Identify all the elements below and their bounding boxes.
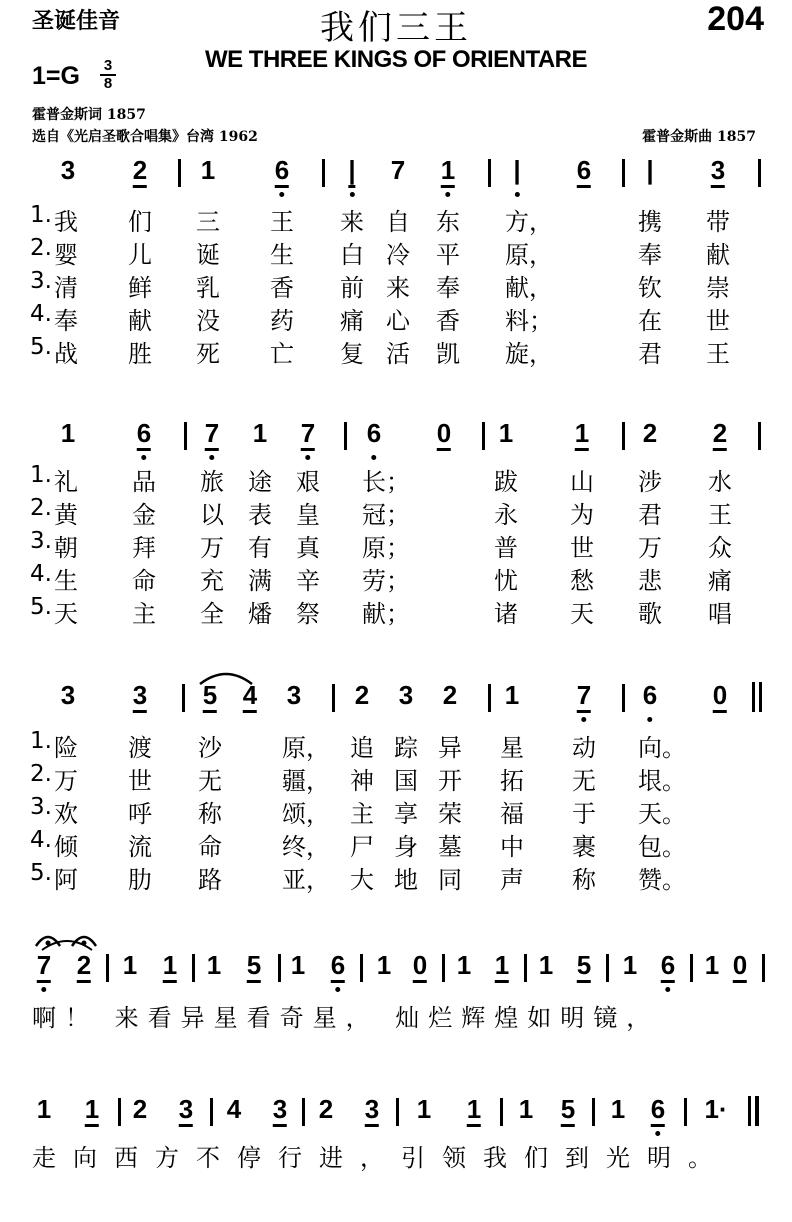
lyric-char: 香 (436, 307, 460, 335)
lyric-line (0, 301, 792, 335)
bar-line (606, 954, 609, 982)
lyric-line (0, 761, 792, 795)
lyric-char: 追 (350, 734, 374, 762)
verse-number: 3. (30, 794, 52, 820)
refrain-lyric-2: 走向西方不停行进，引领我们到光明。 (32, 1144, 729, 1172)
note: 1 (376, 950, 392, 980)
bar-line (360, 954, 363, 982)
note: 2 (318, 1094, 334, 1124)
verse-number: 4. (30, 561, 52, 587)
lyric-char: 中 (500, 833, 524, 861)
note: 1 (622, 950, 638, 980)
bar-line (622, 684, 625, 712)
lyric-line (0, 794, 792, 828)
lyric-char: 福 (500, 800, 524, 828)
lyric-char: 东 (436, 208, 460, 236)
lyric-char: 包。 (638, 833, 686, 861)
lyric-char: 全 (200, 600, 224, 628)
lyric-char: 神 (350, 767, 374, 795)
lyric-char: 带 (706, 208, 730, 236)
lyric-char: 来 (386, 274, 410, 302)
note: 1 (85, 1094, 99, 1127)
lyric-char: 凯 (436, 340, 460, 368)
lyric-char: 渡 (128, 734, 152, 762)
lyric-char: 原， (282, 734, 330, 762)
lyric-char: 众 (708, 534, 732, 562)
lyric-char: 国 (394, 767, 418, 795)
note: 2 (442, 680, 458, 710)
bar-line (488, 159, 491, 187)
note: 1 (704, 950, 720, 980)
lyric-char: 在 (638, 307, 662, 335)
lyricist-credit: 霍普金斯词 1857 (32, 107, 146, 123)
note: 1 (252, 418, 268, 448)
lyric-char: 万 (638, 534, 662, 562)
note: 5 (247, 950, 261, 983)
lyric-char: 无 (198, 767, 222, 795)
verse-number: 2. (30, 761, 52, 787)
note: 2 (713, 418, 727, 451)
composer-credit: 霍普金斯曲 1857 (642, 129, 756, 145)
lyric-char: 我 (54, 208, 78, 236)
verse-number: 1. (30, 462, 52, 488)
lyric-char: 尸 (350, 833, 374, 861)
notation-row (0, 950, 792, 984)
note: 6 (331, 950, 345, 983)
lyric-char: 星 (500, 734, 524, 762)
lyric-char: 踪 (394, 734, 418, 762)
lyric-char: 天。 (638, 800, 686, 828)
bar-line (622, 159, 625, 187)
lyric-char: 王 (706, 340, 730, 368)
note: 0 (437, 418, 451, 451)
note: 1 (416, 1094, 432, 1124)
lyric-char: 愁 (570, 567, 594, 595)
lyric-char: 奉 (54, 307, 78, 335)
lyric-char: 悲 (638, 567, 662, 595)
lyric-char: 生 (270, 241, 294, 269)
key-signature: 1=G (32, 62, 80, 90)
lyric-char: 欢 (54, 800, 78, 828)
verse-number: 5. (30, 860, 52, 886)
note: 6 (137, 418, 151, 451)
bar-line (278, 954, 281, 982)
note: 0 (413, 950, 427, 983)
lyric-char: 世 (706, 307, 730, 335)
lyric-char: 劳； (362, 567, 410, 595)
lyric-char: 命 (198, 833, 222, 861)
verse-number: 5. (30, 594, 52, 620)
lyric-char: 声 (500, 866, 524, 894)
lyric-char: 方， (505, 208, 553, 236)
lyric-char: 前 (340, 274, 364, 302)
lyric-line (0, 827, 792, 861)
note: 5 (577, 950, 591, 983)
lyric-char: 万 (54, 767, 78, 795)
lyric-char: 疆， (282, 767, 330, 795)
bar-line (106, 954, 109, 982)
lyric-char: 香 (270, 274, 294, 302)
note: 1 (206, 950, 222, 980)
lyric-char: 献； (362, 600, 410, 628)
note: 1 (36, 1094, 52, 1124)
lyric-char: 水 (708, 468, 732, 496)
note: 1 (538, 950, 554, 980)
lyric-char: 流 (128, 833, 152, 861)
note: 1 (60, 418, 76, 448)
bar-line (488, 684, 491, 712)
lyric-char: 旅 (200, 468, 224, 496)
bar-line (302, 1098, 305, 1126)
lyric-char: 崇 (706, 274, 730, 302)
lyric-char: 普 (494, 534, 518, 562)
lyric-char: 异 (438, 734, 462, 762)
lyric-char: 没 (196, 307, 220, 335)
note: 1 (441, 155, 455, 188)
lyric-line (0, 860, 792, 894)
lyric-char: 冠； (362, 501, 410, 529)
note: 2 (642, 418, 658, 448)
note: 3 (711, 155, 725, 188)
lyric-char: 原， (505, 241, 553, 269)
lyric-char: 跋 (494, 468, 518, 496)
note: | (348, 155, 355, 188)
note: 3 (179, 1094, 193, 1127)
note: 1 (610, 1094, 626, 1124)
lyric-char: 真 (296, 534, 320, 562)
note: 7 (205, 418, 219, 451)
lyric-char: 料； (505, 307, 553, 335)
lyric-char: 辛 (296, 567, 320, 595)
lyric-line (0, 235, 792, 269)
lyric-char: 心 (386, 307, 410, 335)
lyric-char: 同 (438, 866, 462, 894)
lyric-char: 天 (54, 600, 78, 628)
note: 1 (575, 418, 589, 451)
bar-line (118, 1098, 121, 1126)
lyric-char: 奉 (436, 274, 460, 302)
lyric-char: 向。 (638, 734, 686, 762)
lyric-char: 携 (638, 208, 662, 236)
lyric-char: 赞。 (638, 866, 686, 894)
lyric-char: 无 (572, 767, 596, 795)
bar-line (592, 1098, 595, 1126)
english-title: WE THREE KINGS OF ORIENTARE (204, 46, 588, 73)
note: 3 (286, 680, 302, 710)
lyric-char: 平 (436, 241, 460, 269)
note: 6 (275, 155, 289, 188)
lyric-char: 鲜 (128, 274, 152, 302)
lyric-char: 主 (350, 800, 374, 828)
lyric-char: 开 (438, 767, 462, 795)
note: 4 (243, 680, 257, 713)
note: 1 (518, 1094, 534, 1124)
lyric-char: 荣 (438, 800, 462, 828)
lyric-char: 山 (570, 468, 594, 496)
lyric-char: 拜 (132, 534, 156, 562)
bar-line (210, 1098, 213, 1126)
lyric-char: 动 (572, 734, 596, 762)
lyric-char: 钦 (638, 274, 662, 302)
lyric-char: 天 (570, 600, 594, 628)
lyric-char: 险 (54, 734, 78, 762)
lyric-char: 君 (638, 501, 662, 529)
note: 1 (504, 680, 520, 710)
note: 5 (203, 680, 217, 713)
bar-line (524, 954, 527, 982)
lyric-char: 拓 (500, 767, 524, 795)
verse-number: 2. (30, 235, 52, 261)
note: 3 (60, 680, 76, 710)
lyric-char: 奉 (638, 241, 662, 269)
bar-line (182, 684, 185, 712)
lyric-char: 胜 (128, 340, 152, 368)
lyric-char: 原； (362, 534, 410, 562)
note: 1 (498, 418, 514, 448)
lyric-char: 三 (196, 208, 220, 236)
lyric-char: 颂， (282, 800, 330, 828)
bar-line (500, 1098, 503, 1126)
verse-number: 4. (30, 301, 52, 327)
lyric-char: 皇 (296, 501, 320, 529)
note: 1 (163, 950, 177, 983)
lyric-char: 身 (394, 833, 418, 861)
lyric-char: 阿 (54, 866, 78, 894)
lyric-char: 路 (198, 866, 222, 894)
lyric-char: 忧 (494, 567, 518, 595)
verse-number: 1. (30, 202, 52, 228)
note: 1· (704, 1094, 728, 1124)
lyric-char: 诸 (494, 600, 518, 628)
lyric-char: 生 (54, 567, 78, 595)
notation-row (0, 418, 792, 452)
lyric-char: 永 (494, 501, 518, 529)
lyric-char: 君 (638, 340, 662, 368)
verse-number: 2. (30, 495, 52, 521)
verse-number: 3. (30, 528, 52, 554)
lyric-char: 表 (248, 501, 272, 529)
note: 3 (398, 680, 414, 710)
note: 7 (37, 950, 51, 983)
lyric-char: 们 (128, 208, 152, 236)
note: 1 (122, 950, 138, 980)
lyric-char: 裹 (572, 833, 596, 861)
bar-line (344, 422, 347, 450)
lyric-char: 地 (394, 866, 418, 894)
lyric-char: 黄 (54, 501, 78, 529)
lyric-char: 世 (128, 767, 152, 795)
bar-line (332, 684, 335, 712)
lyric-char: 王 (708, 501, 732, 529)
lyric-char: 旋， (505, 340, 553, 368)
lyric-char: 痛 (708, 567, 732, 595)
note: 3 (60, 155, 76, 185)
lyric-char: 有 (248, 534, 272, 562)
lyric-char: 药 (270, 307, 294, 335)
note: 1 (290, 950, 306, 980)
lyric-char: 礼 (54, 468, 78, 496)
lyric-char: 金 (132, 501, 156, 529)
note: 2 (133, 155, 147, 188)
lyric-char: 冷 (386, 241, 410, 269)
lyric-line (0, 528, 792, 562)
lyric-char: 途 (248, 468, 272, 496)
bar-line (192, 954, 195, 982)
note: 7 (301, 418, 315, 451)
lyric-char: 乳 (196, 274, 220, 302)
lyric-char: 称 (198, 800, 222, 828)
lyric-char: 歌 (638, 600, 662, 628)
lyric-char: 婴 (54, 241, 78, 269)
note: 0 (713, 680, 727, 713)
bar-line (482, 422, 485, 450)
note: 5 (561, 1094, 575, 1127)
lyric-char: 涉 (638, 468, 662, 496)
bar-line (322, 159, 325, 187)
lyric-line (0, 202, 792, 236)
lyric-char: 白 (340, 241, 364, 269)
note: | (513, 155, 520, 185)
lyric-char: 垠。 (638, 767, 686, 795)
lyric-char: 来 (340, 208, 364, 236)
note: 2 (132, 1094, 148, 1124)
lyric-char: 万 (200, 534, 224, 562)
lyric-line (0, 728, 792, 762)
lyric-char: 自 (386, 208, 410, 236)
notation-row (0, 680, 792, 714)
lyric-line (0, 561, 792, 595)
lyric-char: 终， (282, 833, 330, 861)
verse-number: 3. (30, 268, 52, 294)
lyric-line (0, 462, 792, 496)
lyric-char: 死 (196, 340, 220, 368)
lyric-line (0, 495, 792, 529)
lyric-char: 满 (248, 567, 272, 595)
refrain-lyric-1: 啊！ 来看异星看奇星， 灿烂辉煌如明镜， (32, 1004, 660, 1032)
lyric-line (0, 334, 792, 368)
note: 0 (733, 950, 747, 983)
bar-line (622, 422, 625, 450)
lyric-char: 于 (572, 800, 596, 828)
lyric-char: 诞 (196, 241, 220, 269)
lyric-char: 充 (200, 567, 224, 595)
bar-line (690, 954, 693, 982)
lyric-char: 复 (340, 340, 364, 368)
lyric-char: 献 (706, 241, 730, 269)
bar-line (762, 954, 765, 982)
lyric-char: 亡 (270, 340, 294, 368)
note: 3 (133, 680, 147, 713)
lyric-char: 享 (394, 800, 418, 828)
lyric-char: 沙 (198, 734, 222, 762)
lyric-char: 墓 (438, 833, 462, 861)
note: 1 (467, 1094, 481, 1127)
note: 2 (77, 950, 91, 983)
verse-number: 5. (30, 334, 52, 360)
lyric-char: 为 (570, 501, 594, 529)
bar-line (184, 422, 187, 450)
lyric-char: 儿 (128, 241, 152, 269)
notation-row (0, 155, 792, 189)
note: 6 (651, 1094, 665, 1127)
lyric-char: 王 (270, 208, 294, 236)
lyric-char: 艰 (296, 468, 320, 496)
note: 4 (226, 1094, 242, 1124)
note: | (646, 155, 654, 185)
lyric-char: 主 (132, 600, 156, 628)
lyric-char: 肋 (128, 866, 152, 894)
bar-line (758, 422, 761, 450)
note: 6 (367, 418, 381, 448)
verse-number: 1. (30, 728, 52, 754)
note: 7 (390, 155, 406, 185)
time-signature (100, 58, 116, 91)
lyric-char: 清 (54, 274, 78, 302)
lyric-char: 呼 (128, 800, 152, 828)
meter-top: 3 (103, 57, 113, 74)
lyric-char: 亚， (282, 866, 330, 894)
lyric-char: 唱 (708, 600, 732, 628)
note: 3 (273, 1094, 287, 1127)
lyric-char: 战 (54, 340, 78, 368)
note: 1 (456, 950, 472, 980)
bar-line (684, 1098, 687, 1126)
lyric-char: 称 (572, 866, 596, 894)
lyric-line (0, 594, 792, 628)
hymn-number: 204 (707, 0, 764, 38)
verse-number: 4. (30, 827, 52, 853)
lyric-char: 命 (132, 567, 156, 595)
note: 1 (495, 950, 509, 983)
lyric-char: 活 (386, 340, 410, 368)
lyric-line (0, 268, 792, 302)
source-credit: 选自《光启圣歌合唱集》台湾 1962 (32, 129, 258, 145)
note: 3 (365, 1094, 379, 1127)
lyric-char: 世 (570, 534, 594, 562)
note: 1 (200, 155, 216, 185)
bar-line (442, 954, 445, 982)
page-title: 我们三王 (320, 8, 472, 48)
lyric-char: 祭 (296, 600, 320, 628)
bar-line (396, 1098, 399, 1126)
notation-row (0, 1094, 792, 1128)
lyric-char: 献 (128, 307, 152, 335)
lyric-char: 大 (350, 866, 374, 894)
lyric-char: 朝 (54, 534, 78, 562)
lyric-char: 痛 (340, 307, 364, 335)
meter-bottom: 8 (103, 75, 113, 92)
lyric-char: 长； (362, 468, 410, 496)
lyric-char: 倾 (54, 833, 78, 861)
lyric-char: 品 (132, 468, 156, 496)
lyric-char: 燔 (248, 600, 272, 628)
bar-line (758, 159, 761, 187)
lyric-char: 以 (200, 501, 224, 529)
note: 7 (577, 680, 591, 713)
lyric-char: 献， (505, 274, 553, 302)
note: 6 (577, 155, 591, 188)
note: 6 (661, 950, 675, 983)
note: 2 (354, 680, 370, 710)
note: 6 (643, 680, 657, 710)
hymnal-category: 圣诞佳音 (32, 9, 121, 34)
bar-line (178, 159, 181, 187)
